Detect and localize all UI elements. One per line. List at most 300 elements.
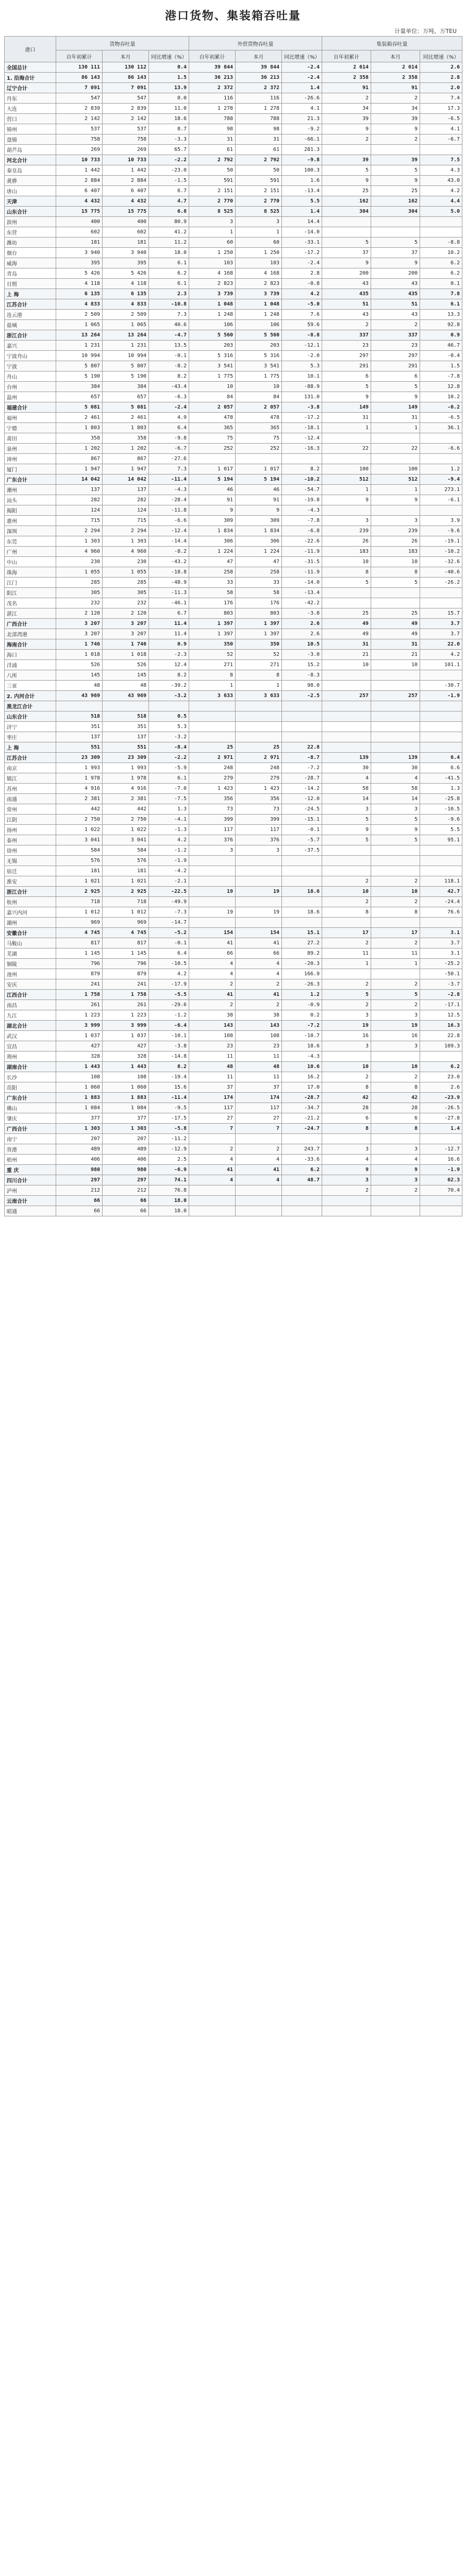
- value-cell: 2 971: [236, 753, 282, 763]
- value-cell: 30: [371, 763, 420, 773]
- value-cell: -3.2: [149, 691, 189, 701]
- value-cell: 1 443: [103, 1062, 149, 1072]
- table-row: [5, 279, 462, 289]
- value-cell: 796: [103, 959, 149, 969]
- value-cell: 1 834: [236, 526, 282, 536]
- value-cell: 3.1: [420, 948, 462, 959]
- value-cell: 3: [371, 804, 420, 815]
- value-cell: 3 041: [103, 835, 149, 845]
- header-yoy: 同比增速（%）: [149, 50, 189, 62]
- value-cell: [322, 1196, 371, 1206]
- value-cell: -2.2: [149, 753, 189, 763]
- value-cell: 2: [371, 876, 420, 887]
- value-cell: 14.4: [282, 217, 322, 227]
- value-cell: 1 037: [56, 1031, 103, 1041]
- value-cell: 10 994: [103, 351, 149, 361]
- value-cell: 31: [236, 134, 282, 145]
- port-name-cell: 潍坊: [5, 238, 56, 248]
- value-cell: 16.6: [420, 1155, 462, 1165]
- value-cell: 91: [371, 83, 420, 93]
- value-cell: 1 145: [56, 948, 103, 959]
- value-cell: 181: [103, 866, 149, 876]
- value-cell: 33: [236, 578, 282, 588]
- value-cell: [282, 866, 322, 876]
- port-name-cell: 广西合计: [5, 619, 56, 629]
- value-cell: 8: [236, 670, 282, 681]
- value-cell: 2: [371, 320, 420, 330]
- value-cell: 10: [322, 1062, 371, 1072]
- value-cell: 7.3: [149, 310, 189, 320]
- value-cell: 39: [371, 114, 420, 124]
- port-name-cell: 莆田: [5, 433, 56, 444]
- value-cell: 26: [322, 536, 371, 547]
- value-cell: -14.4: [149, 536, 189, 547]
- value-cell: -22.6: [282, 536, 322, 547]
- value-cell: 1: [371, 423, 420, 433]
- value-cell: -3.8: [282, 608, 322, 619]
- value-cell: 27: [189, 1113, 236, 1124]
- value-cell: 2: [371, 1000, 420, 1010]
- value-cell: 21: [322, 650, 371, 660]
- value-cell: 2 839: [103, 104, 149, 114]
- value-cell: 3 940: [103, 248, 149, 258]
- value-cell: -43.4: [149, 382, 189, 392]
- value-cell: 46.7: [420, 341, 462, 351]
- value-cell: [322, 856, 371, 866]
- value-cell: -2.8: [420, 990, 462, 1000]
- table-row: [5, 1072, 462, 1082]
- port-name-cell: 岳阳: [5, 1082, 56, 1093]
- value-cell: 3: [371, 1041, 420, 1052]
- port-name-cell: 镇江: [5, 773, 56, 784]
- value-cell: 526: [56, 660, 103, 670]
- value-cell: 1 746: [56, 639, 103, 650]
- value-cell: 117: [189, 825, 236, 835]
- value-cell: 1 397: [236, 629, 282, 639]
- table-row-total: [5, 330, 462, 341]
- value-cell: 13.5: [149, 341, 189, 351]
- value-cell: 12.8: [420, 382, 462, 392]
- value-cell: -10.8: [149, 299, 189, 310]
- value-cell: 2.6: [420, 1082, 462, 1093]
- port-name-cell: 广东合计: [5, 1093, 56, 1103]
- value-cell: 15.1: [282, 928, 322, 938]
- port-name-cell: 山东合计: [5, 711, 56, 722]
- port-name-cell: 黄骅: [5, 176, 56, 186]
- port-name-cell: 云南合计: [5, 1196, 56, 1206]
- value-cell: [322, 701, 371, 711]
- value-cell: 13 264: [103, 330, 149, 341]
- value-cell: 9: [322, 258, 371, 268]
- value-cell: 1 883: [56, 1093, 103, 1103]
- value-cell: 2 151: [236, 186, 282, 196]
- value-cell: 1 084: [103, 1103, 149, 1113]
- value-cell: -24.4: [420, 897, 462, 907]
- value-cell: 116: [189, 93, 236, 104]
- value-cell: 14 042: [56, 474, 103, 485]
- table-row: [5, 176, 462, 186]
- header-container: 集装箱吞吐量: [322, 37, 462, 50]
- value-cell: 15.2: [282, 660, 322, 670]
- value-cell: 2.6: [420, 62, 462, 73]
- value-cell: 305: [56, 588, 103, 598]
- value-cell: 1 022: [56, 825, 103, 835]
- value-cell: 2 792: [189, 155, 236, 165]
- value-cell: [371, 670, 420, 681]
- value-cell: 1 018: [103, 650, 149, 660]
- value-cell: 65.7: [149, 145, 189, 155]
- value-cell: 230: [103, 557, 149, 567]
- value-cell: 40.6: [149, 320, 189, 330]
- port-name-cell: 淮安: [5, 876, 56, 887]
- value-cell: [420, 732, 462, 742]
- port-name-cell: 阳江: [5, 588, 56, 598]
- value-cell: 11: [189, 1052, 236, 1062]
- value-cell: 137: [56, 732, 103, 742]
- value-cell: 356: [236, 794, 282, 804]
- port-name-cell: 泉州: [5, 444, 56, 454]
- value-cell: 13.9: [149, 83, 189, 93]
- value-cell: 3: [371, 1010, 420, 1021]
- value-cell: -28.7: [282, 1093, 322, 1103]
- value-cell: 3.7: [420, 629, 462, 639]
- value-cell: 6.2: [282, 1165, 322, 1175]
- port-name-cell: 常州: [5, 804, 56, 815]
- header-cargo: 货物吞吐量: [56, 37, 189, 50]
- value-cell: -49.9: [149, 897, 189, 907]
- value-cell: 1 250: [189, 248, 236, 258]
- value-cell: -0.8: [282, 279, 322, 289]
- value-cell: -6.1: [420, 495, 462, 505]
- value-cell: 43: [322, 279, 371, 289]
- value-cell: 73: [236, 804, 282, 815]
- table-row: [5, 1041, 462, 1052]
- value-cell: 91: [322, 83, 371, 93]
- value-cell: 1 012: [103, 907, 149, 918]
- port-name-cell: 广西合计: [5, 1124, 56, 1134]
- table-row: [5, 567, 462, 578]
- table-row: [5, 897, 462, 907]
- value-cell: 38: [236, 1010, 282, 1021]
- value-cell: [282, 1134, 322, 1144]
- value-cell: 258: [189, 567, 236, 578]
- value-cell: 328: [103, 1052, 149, 1062]
- table-row: [5, 1010, 462, 1021]
- value-cell: 2.3: [149, 289, 189, 299]
- value-cell: 2: [322, 897, 371, 907]
- value-cell: 130 111: [56, 62, 103, 73]
- value-cell: -14.0: [282, 578, 322, 588]
- table-row: [5, 134, 462, 145]
- value-cell: -17.9: [149, 979, 189, 990]
- value-cell: 137: [103, 732, 149, 742]
- port-name-cell: 威海: [5, 258, 56, 268]
- value-cell: 1 224: [189, 547, 236, 557]
- value-cell: 309: [236, 516, 282, 526]
- value-cell: 2 770: [236, 196, 282, 207]
- value-cell: -10.2: [420, 547, 462, 557]
- value-cell: -0.4: [420, 351, 462, 361]
- value-cell: 969: [103, 918, 149, 928]
- value-cell: [189, 454, 236, 464]
- port-name-cell: 广东合计: [5, 474, 56, 485]
- port-name-cell: 南宁: [5, 1134, 56, 1144]
- value-cell: [236, 1196, 282, 1206]
- value-cell: 18.6: [282, 907, 322, 918]
- value-cell: 7 091: [103, 83, 149, 93]
- value-cell: 9: [322, 495, 371, 505]
- value-cell: 23: [371, 341, 420, 351]
- value-cell: 3: [236, 845, 282, 856]
- value-cell: 1 397: [189, 629, 236, 639]
- value-cell: 15.6: [149, 1082, 189, 1093]
- value-cell: -5.7: [282, 835, 322, 845]
- value-cell: 261: [56, 1000, 103, 1010]
- value-cell: -14.8: [149, 1052, 189, 1062]
- value-cell: 9: [371, 392, 420, 402]
- value-cell: 291: [371, 361, 420, 371]
- table-row: [5, 423, 462, 433]
- value-cell: -5.2: [149, 928, 189, 938]
- value-cell: [322, 732, 371, 742]
- table-row: [5, 361, 462, 371]
- throughput-table: [4, 36, 462, 1216]
- value-cell: 41: [236, 938, 282, 948]
- value-cell: 1 775: [236, 371, 282, 382]
- value-cell: [371, 433, 420, 444]
- value-cell: 11.4: [149, 629, 189, 639]
- value-cell: -18.8: [149, 567, 189, 578]
- header-yoy: 同比增速（%）: [420, 50, 462, 62]
- value-cell: 3 633: [236, 691, 282, 701]
- value-cell: 271: [236, 660, 282, 670]
- value-cell: 1.3: [149, 804, 189, 815]
- value-cell: 7: [189, 1124, 236, 1134]
- value-cell: 66: [103, 1206, 149, 1216]
- value-cell: [236, 722, 282, 732]
- value-cell: 39: [322, 155, 371, 165]
- value-cell: 7: [236, 1124, 282, 1134]
- table-row: [5, 320, 462, 330]
- value-cell: [189, 1185, 236, 1196]
- value-cell: 39 844: [189, 62, 236, 73]
- value-cell: [322, 227, 371, 238]
- value-cell: -25.8: [420, 794, 462, 804]
- value-cell: [371, 711, 420, 722]
- value-cell: 76.6: [420, 907, 462, 918]
- value-cell: 6: [371, 1113, 420, 1124]
- value-cell: 61: [236, 145, 282, 155]
- port-name-cell: 漳州: [5, 454, 56, 464]
- table-row-total: [5, 619, 462, 629]
- port-name-cell: 北部湾港: [5, 629, 56, 639]
- table-row: [5, 784, 462, 794]
- value-cell: [371, 1052, 420, 1062]
- value-cell: 1 017: [236, 464, 282, 474]
- value-cell: -5.9: [149, 763, 189, 773]
- value-cell: -7.2: [282, 763, 322, 773]
- value-cell: 269: [103, 145, 149, 155]
- value-cell: -23.0: [149, 165, 189, 176]
- value-cell: 1 758: [56, 990, 103, 1000]
- value-cell: 271: [189, 660, 236, 670]
- value-cell: [189, 918, 236, 928]
- value-cell: 2: [371, 134, 420, 145]
- value-cell: 6.4: [149, 948, 189, 959]
- table-row: [5, 258, 462, 268]
- value-cell: 400: [56, 217, 103, 227]
- value-cell: 9: [371, 258, 420, 268]
- value-cell: 518: [103, 711, 149, 722]
- table-row: [5, 1031, 462, 1041]
- value-cell: 11: [189, 1072, 236, 1082]
- value-cell: -28.4: [149, 495, 189, 505]
- table-row: [5, 526, 462, 536]
- value-cell: 1 834: [189, 526, 236, 536]
- value-cell: 1 303: [103, 536, 149, 547]
- table-row: [5, 1185, 462, 1196]
- port-name-cell: 连云港: [5, 310, 56, 320]
- value-cell: 21.3: [282, 114, 322, 124]
- value-cell: 350: [189, 639, 236, 650]
- value-cell: -2.1: [149, 876, 189, 887]
- value-cell: 6.1: [420, 299, 462, 310]
- value-cell: 2: [322, 1072, 371, 1082]
- value-cell: 1 303: [103, 1124, 149, 1134]
- value-cell: -6.7: [420, 134, 462, 145]
- port-name-cell: 东营: [5, 227, 56, 238]
- value-cell: 5 194: [236, 474, 282, 485]
- value-cell: 5: [322, 835, 371, 845]
- value-cell: 5: [371, 578, 420, 588]
- value-cell: 715: [103, 516, 149, 526]
- value-cell: -8.7: [282, 753, 322, 763]
- value-cell: -30.7: [420, 681, 462, 691]
- value-cell: 9: [371, 176, 420, 186]
- value-cell: -16.3: [282, 444, 322, 454]
- value-cell: [420, 145, 462, 155]
- value-cell: 6.2: [420, 268, 462, 279]
- value-cell: [420, 866, 462, 876]
- value-cell: 1 978: [56, 773, 103, 784]
- port-name-cell: 安徽合计: [5, 928, 56, 938]
- value-cell: 8: [322, 1082, 371, 1093]
- value-cell: 18.6: [282, 887, 322, 897]
- value-cell: 2 750: [56, 815, 103, 825]
- value-cell: [371, 681, 420, 691]
- value-cell: [371, 969, 420, 979]
- value-cell: 306: [189, 536, 236, 547]
- table-row: [5, 145, 462, 155]
- table-row: [5, 536, 462, 547]
- value-cell: 3: [322, 1010, 371, 1021]
- value-cell: 489: [103, 1144, 149, 1155]
- table-row-total: [5, 990, 462, 1000]
- port-name-cell: 宁波: [5, 361, 56, 371]
- value-cell: 11.0: [149, 104, 189, 114]
- value-cell: 4 745: [103, 928, 149, 938]
- value-cell: 1 231: [56, 341, 103, 351]
- table-row: [5, 516, 462, 526]
- value-cell: 3: [371, 516, 420, 526]
- port-name-cell: 佛山: [5, 1103, 56, 1113]
- table-row-total: [5, 1021, 462, 1031]
- value-cell: [189, 876, 236, 887]
- table-row: [5, 505, 462, 516]
- table-row: [5, 557, 462, 567]
- value-cell: 3 541: [189, 361, 236, 371]
- value-cell: 48: [103, 681, 149, 691]
- value-cell: 2.6: [282, 619, 322, 629]
- value-cell: -1.9: [149, 856, 189, 866]
- value-cell: 39: [322, 114, 371, 124]
- port-name-cell: 宁波舟山: [5, 351, 56, 361]
- table-row-total: [5, 742, 462, 753]
- value-cell: 3: [371, 1175, 420, 1185]
- table-row: [5, 670, 462, 681]
- value-cell: 43 969: [56, 691, 103, 701]
- port-name-cell: 武汉: [5, 1031, 56, 1041]
- port-name-cell: 徐州: [5, 845, 56, 856]
- table-row: [5, 351, 462, 361]
- value-cell: 435: [371, 289, 420, 299]
- value-cell: 252: [236, 444, 282, 454]
- value-cell: 3 999: [56, 1021, 103, 1031]
- port-name-cell: 池州: [5, 969, 56, 979]
- value-cell: 30: [322, 763, 371, 773]
- table-row-total: [5, 289, 462, 299]
- value-cell: 15.7: [420, 608, 462, 619]
- value-cell: 1 055: [56, 567, 103, 578]
- port-name-cell: 嘉兴: [5, 341, 56, 351]
- value-cell: 31: [371, 413, 420, 423]
- value-cell: 478: [236, 413, 282, 423]
- value-cell: 2 925: [103, 887, 149, 897]
- value-cell: -41.5: [420, 773, 462, 784]
- table-row: [5, 371, 462, 382]
- value-cell: 406: [56, 1155, 103, 1165]
- value-cell: 2.8: [420, 73, 462, 83]
- value-cell: 91: [236, 495, 282, 505]
- value-cell: 108: [103, 1072, 149, 1082]
- value-cell: -10.7: [282, 1031, 322, 1041]
- value-cell: 49: [322, 619, 371, 629]
- value-cell: 4 745: [56, 928, 103, 938]
- value-cell: 1 947: [56, 464, 103, 474]
- table-row: [5, 588, 462, 598]
- value-cell: -0.9: [282, 1000, 322, 1010]
- value-cell: [322, 588, 371, 598]
- value-cell: [371, 1134, 420, 1144]
- value-cell: 3 940: [56, 248, 103, 258]
- value-cell: -6.7: [149, 444, 189, 454]
- value-cell: [371, 722, 420, 732]
- value-cell: 547: [103, 93, 149, 104]
- value-cell: 980: [103, 1165, 149, 1175]
- value-cell: [282, 1185, 322, 1196]
- value-cell: 4: [236, 959, 282, 969]
- value-cell: 5 194: [189, 474, 236, 485]
- value-cell: 384: [103, 382, 149, 392]
- value-cell: 377: [103, 1113, 149, 1124]
- table-row: [5, 866, 462, 876]
- value-cell: 17.0: [282, 1082, 322, 1093]
- value-cell: 43: [371, 310, 420, 320]
- value-cell: 5.5: [420, 825, 462, 835]
- port-name-cell: 九江: [5, 1010, 56, 1021]
- value-cell: -2.2: [149, 155, 189, 165]
- table-row-total: [5, 691, 462, 701]
